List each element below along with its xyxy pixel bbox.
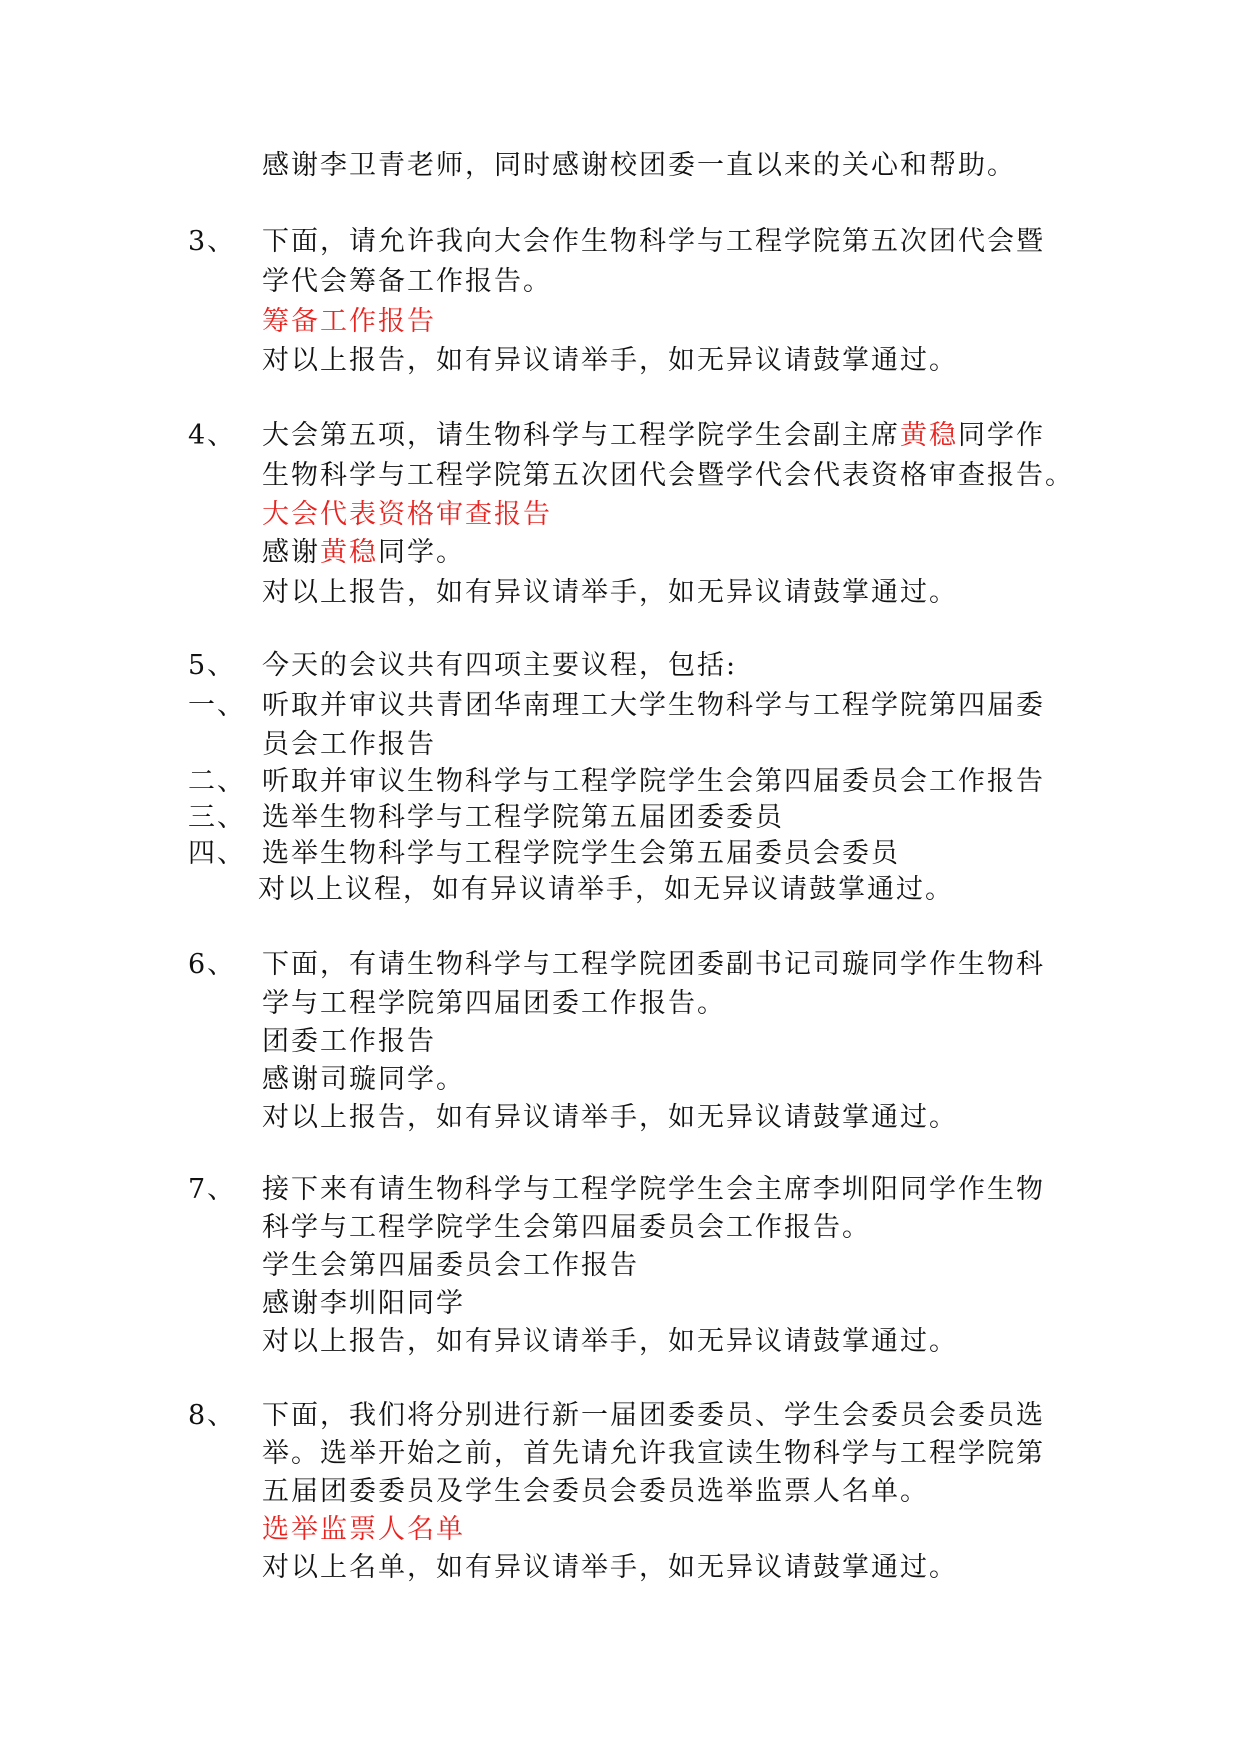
agenda-marker: 三、 xyxy=(188,802,246,833)
thanks-text: 感谢李圳阳同学 xyxy=(262,1288,465,1319)
item-number: 3、 xyxy=(188,226,237,257)
closing-text: 对以上报告，如有异议请举手，如无异议请鼓掌通过。 xyxy=(262,1326,958,1357)
agenda-text: 员会工作报告 xyxy=(262,729,436,760)
report-title: 选举监票人名单 xyxy=(262,1514,465,1545)
agenda-text: 听取并审议共青团华南理工大学生物科学与工程学院第四届委 xyxy=(262,690,1045,721)
item-text: 科学与工程学院学生会第四届委员会工作报告。 xyxy=(262,1212,871,1243)
agenda-text: 选举生物科学与工程学院学生会第五届委员会委员 xyxy=(262,838,900,869)
item-text: 学与工程学院第四届团委工作报告。 xyxy=(262,988,726,1019)
agenda-text: 听取并审议生物科学与工程学院学生会第四届委员会工作报告 xyxy=(262,766,1045,797)
item-text xyxy=(262,418,1045,454)
agenda-marker: 四、 xyxy=(188,838,246,869)
item-text: 今天的会议共有四项主要议程，包括: xyxy=(262,650,738,681)
thanks-part: 感谢 xyxy=(262,537,320,568)
item-text: 生物科学与工程学院第五次团代会暨学代会代表资格审查报告。 xyxy=(262,460,1074,491)
closing-text: 对以上报告，如有异议请举手，如无异议请鼓掌通过。 xyxy=(262,577,958,608)
report-title: 团委工作报告 xyxy=(262,1026,436,1057)
report-title: 筹备工作报告 xyxy=(262,306,436,337)
item-text-part: 同学作 xyxy=(958,420,1045,451)
highlighted-name: 黄稳 xyxy=(900,420,958,451)
intro-text: 感谢李卫青老师，同时感谢校团委一直以来的关心和帮助。 xyxy=(262,150,1016,181)
thanks-text xyxy=(262,535,465,571)
item-text: 下面，请允许我向大会作生物科学与工程学院第五次团代会暨 xyxy=(262,226,1045,257)
agenda-marker: 一、 xyxy=(188,690,246,721)
item-number: 8、 xyxy=(188,1400,237,1431)
item-text-part: 大会第五项，请生物科学与工程学院学生会副主席 xyxy=(262,420,900,451)
thanks-part: 同学。 xyxy=(378,537,465,568)
item-text: 下面，我们将分别进行新一届团委委员、学生会委员会委员选 xyxy=(262,1400,1045,1431)
item-number: 5、 xyxy=(188,650,237,681)
closing-text: 对以上议程，如有异议请举手，如无异议请鼓掌通过。 xyxy=(258,874,954,905)
item-number: 7、 xyxy=(188,1174,237,1205)
item-text: 学代会筹备工作报告。 xyxy=(262,266,552,297)
closing-text: 对以上名单，如有异议请举手，如无异议请鼓掌通过。 xyxy=(262,1552,958,1583)
item-text: 接下来有请生物科学与工程学院学生会主席李圳阳同学作生物 xyxy=(262,1174,1045,1205)
highlighted-name: 黄稳 xyxy=(320,537,378,568)
item-number: 6、 xyxy=(188,949,237,980)
thanks-text: 感谢司璇同学。 xyxy=(262,1064,465,1095)
item-text: 举。选举开始之前，首先请允许我宣读生物科学与工程学院第 xyxy=(262,1438,1045,1469)
agenda-marker: 二、 xyxy=(188,766,246,797)
closing-text: 对以上报告，如有异议请举手，如无异议请鼓掌通过。 xyxy=(262,345,958,376)
item-text: 下面，有请生物科学与工程学院团委副书记司璇同学作生物科 xyxy=(262,949,1045,980)
agenda-text: 选举生物科学与工程学院第五届团委委员 xyxy=(262,802,784,833)
item-number: 4、 xyxy=(188,420,237,451)
report-title: 大会代表资格审查报告 xyxy=(262,499,552,530)
item-text: 五届团委委员及学生会委员会委员选举监票人名单。 xyxy=(262,1476,929,1507)
closing-text: 对以上报告，如有异议请举手，如无异议请鼓掌通过。 xyxy=(262,1102,958,1133)
report-title: 学生会第四届委员会工作报告 xyxy=(262,1250,639,1281)
